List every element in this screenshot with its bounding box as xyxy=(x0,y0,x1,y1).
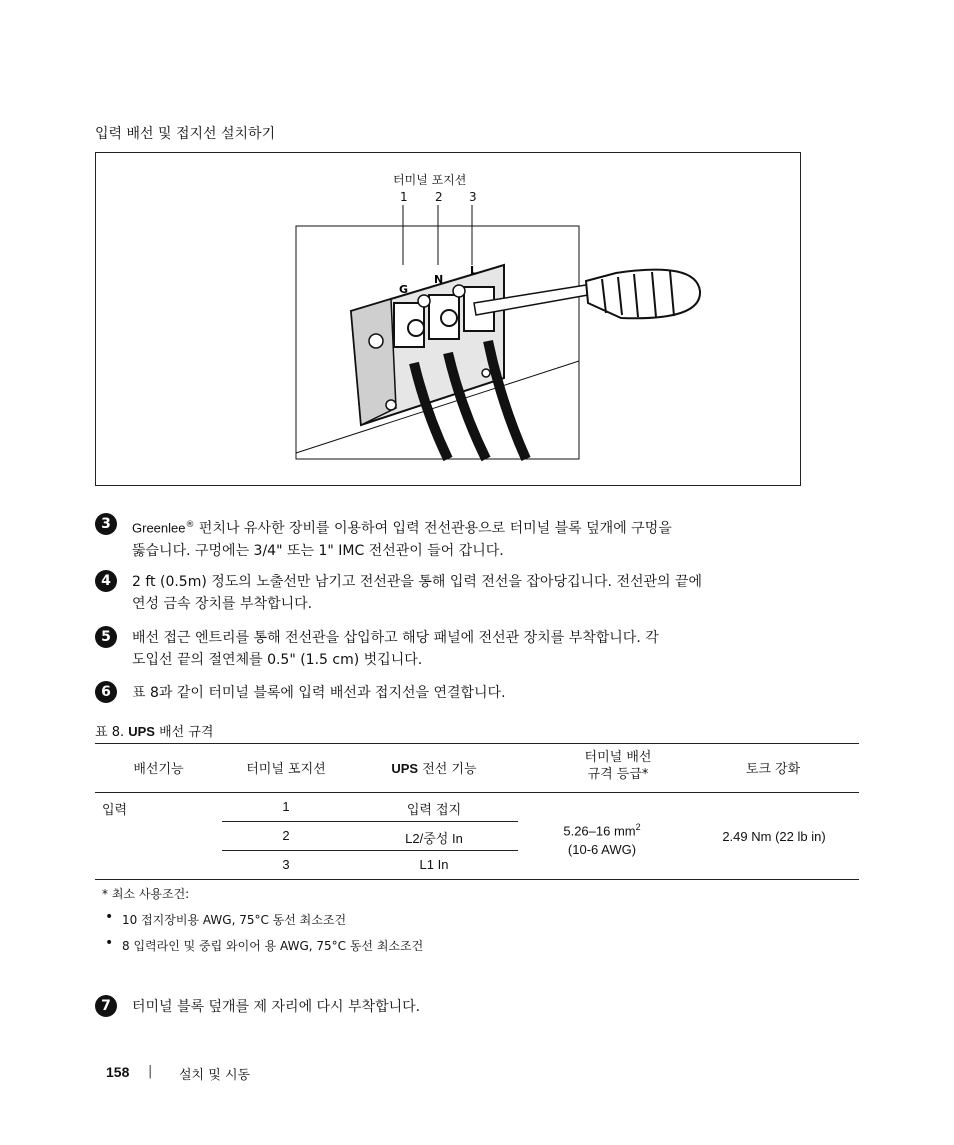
step-7 xyxy=(95,995,855,1019)
page-number: 158 xyxy=(106,1064,130,1080)
step-number-badge: 5 xyxy=(95,626,117,648)
svg-text:N: N xyxy=(434,273,444,286)
wire-rating-value: 5.26–16 $mm^2$ (10-6 AWG) xyxy=(563,822,641,858)
table-bottom-rule xyxy=(95,879,859,880)
header-terminal-position: 터미널 포지션 xyxy=(246,762,326,777)
footer-separator: | xyxy=(148,1064,153,1079)
table-header-rule xyxy=(95,792,859,793)
svg-text:G: G xyxy=(399,283,409,296)
table-row-position: 1 xyxy=(282,799,290,814)
step-text: 2 ft (0.5m) 정도의 노출선만 남기고 전선관을 통해 입력 전선을 잡아당깁니다. 전선관의 끝에 연성 금속 장치를 부착합니다. xyxy=(132,574,703,612)
figure-caption: 입력 배선 및 접지선 설치하기 xyxy=(95,126,276,142)
step-number-badge: 7 xyxy=(95,995,117,1017)
row-group-input: 입력 xyxy=(102,803,128,818)
table-row-rule xyxy=(222,821,518,822)
step-number-badge: 4 xyxy=(95,570,117,592)
footnote-bullet: • 10 접지장비용 AWG, 75°C 동선 최소조건 xyxy=(105,911,346,928)
footnote-min-conditions: * 최소 사용조건: xyxy=(102,887,190,901)
step-number-badge: 3 xyxy=(95,513,117,535)
header-wiring-function: 배선기능 xyxy=(133,762,184,777)
terminal-number-3: 3 xyxy=(469,190,477,204)
step-5 xyxy=(95,626,855,670)
wiring-figure xyxy=(95,152,801,486)
step-number-badge: 6 xyxy=(95,681,117,703)
table-row-position: 2 xyxy=(282,828,290,843)
table-row-function: L2/중성 In xyxy=(405,831,463,846)
table-row-position: 3 xyxy=(282,857,290,872)
header-ups-wire-function: UPS 전선 기능 xyxy=(391,761,477,777)
footnote-bullet: • 8 입력라인 및 중립 와이어 용 AWG, 75°C 동선 최소조건 xyxy=(105,937,423,954)
step-text: Greenlee® 펀치나 유사한 장비를 이용하여 입력 전선관용으로 터미널 블록 덮개에 구멍을 뚫습니다. 구멍에는 3/4" 또는 1" IMC 전선관이 들어 갑니다. xyxy=(132,520,672,559)
terminal-number-2: 2 xyxy=(435,190,443,204)
torque-value: 2.49 Nm (22 lb in) xyxy=(722,829,826,844)
table-row-function: 입력 접지 xyxy=(406,803,462,818)
step-text: 표 8과 같이 터미널 블록에 입력 배선과 접지선을 연결합니다. xyxy=(132,685,506,701)
step-4 xyxy=(95,570,855,614)
step-text: 터미널 블록 덮개를 제 자리에 다시 부착합니다. xyxy=(132,999,421,1015)
step-6 xyxy=(95,681,855,705)
footer-section-title: 설치 및 시동 xyxy=(179,1068,251,1083)
terminal-block-illustration xyxy=(96,153,802,487)
table-row-function: L1 In xyxy=(419,857,449,872)
step-3 xyxy=(95,513,855,557)
header-torque: 토크 강화 xyxy=(745,762,801,777)
svg-text:L: L xyxy=(470,264,478,277)
terminal-position-label: 터미널 포지션 xyxy=(393,173,467,187)
table-top-rule xyxy=(95,743,859,744)
header-wire-rating: 터미널 배선 규격 등급* xyxy=(584,750,652,782)
table-row-rule xyxy=(222,850,518,851)
step-text: 배선 접근 엔트리를 통해 전선관을 삽입하고 해당 패널에 전선관 장치를 부착합니다. 각 도입선 끝의 절연체를 0.5" (1.5 cm) 벗깁니다. xyxy=(132,630,659,668)
table-title: 표 8. UPS 배선 규격 xyxy=(95,724,214,740)
terminal-number-1: 1 xyxy=(400,190,408,204)
